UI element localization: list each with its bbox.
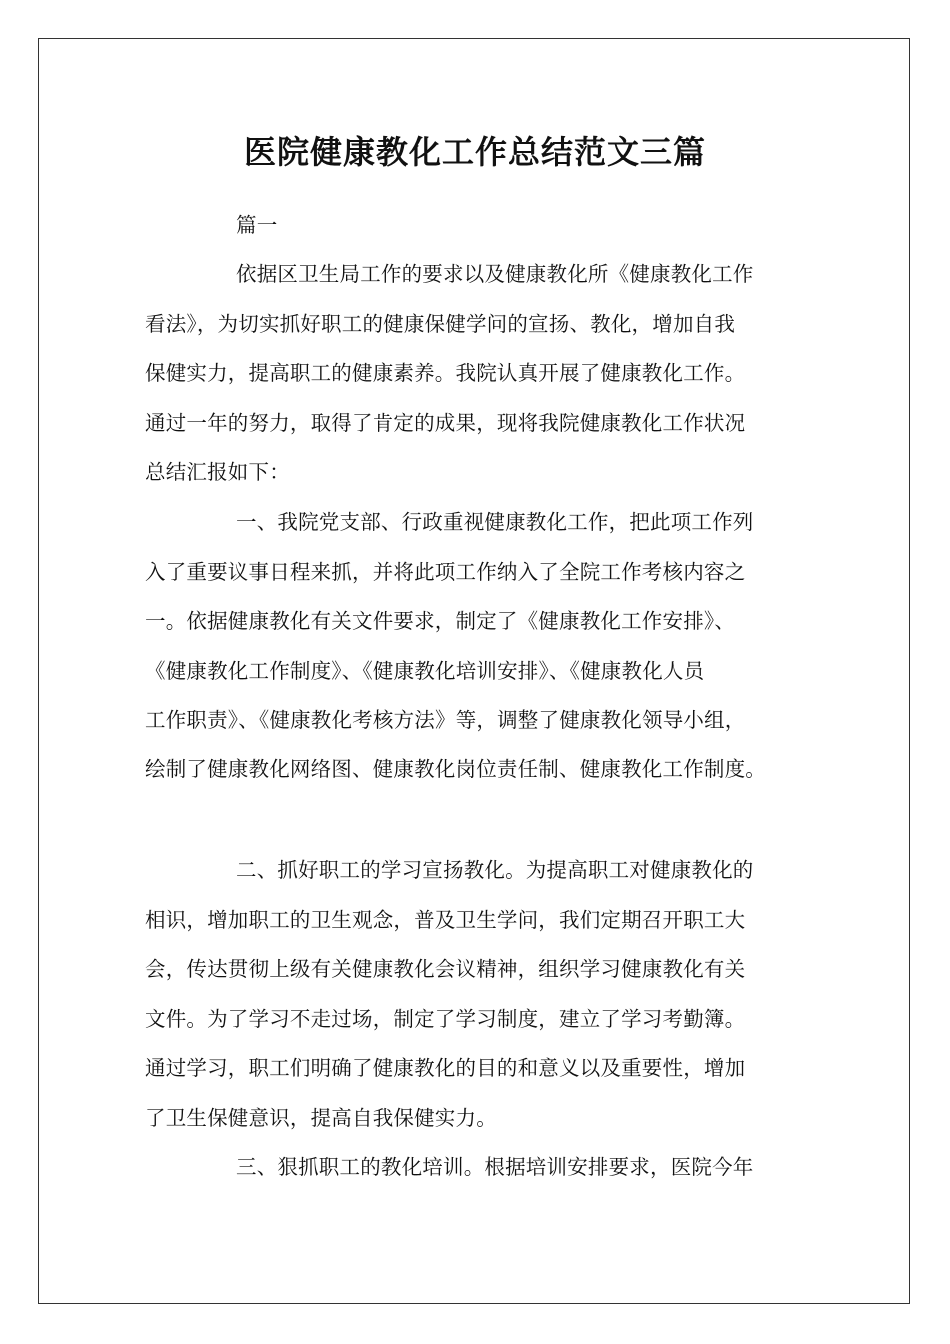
- paragraph-line: 一、我院党支部、行政重视健康教化工作，把此项工作列: [236, 510, 754, 534]
- paragraph-line: 入了重要议事日程来抓，并将此项工作纳入了全院工作考核内容之: [145, 560, 746, 584]
- paragraph-line: 通过学习，职工们明确了健康教化的目的和意义以及重要性，增加: [145, 1056, 746, 1080]
- paragraph-line: 一。依据健康教化有关文件要求，制定了《健康教化工作安排》、: [145, 609, 736, 633]
- section-label: 篇一: [236, 213, 278, 237]
- paragraph-line: 依据区卫生局工作的要求以及健康教化所《健康教化工作: [236, 262, 754, 286]
- paragraph-line: 会，传达贯彻上级有关健康教化会议精神，组织学习健康教化有关: [145, 957, 746, 981]
- document-title: 医院健康教化工作总结范文三篇: [243, 133, 706, 171]
- paragraph-line: 看法》，为切实抓好职工的健康保健学问的宣扬、教化，增加自我: [145, 312, 736, 336]
- paragraph-line: 工作职责》、《健康教化考核方法》等，调整了健康教化领导小组，: [145, 708, 746, 732]
- paragraph-line: 绘制了健康教化网络图、健康教化岗位责任制、健康教化工作制度。: [145, 757, 766, 781]
- paragraph-line: 通过一年的努力，取得了肯定的成果，现将我院健康教化工作状况: [145, 411, 746, 435]
- paragraph-line: 二、抓好职工的学习宣扬教化。为提高职工对健康教化的: [236, 858, 754, 882]
- paragraph-line: 相识，增加职工的卫生观念，普及卫生学问，我们定期召开职工大: [145, 908, 746, 932]
- paragraph-line: 三、狠抓职工的教化培训。根据培训安排要求，医院今年: [236, 1155, 754, 1179]
- paragraph-line: 了卫生保健意识，提高自我保健实力。: [145, 1106, 497, 1130]
- paragraph-line: 文件。为了学习不走过场，制定了学习制度，建立了学习考勤簿。: [145, 1007, 746, 1031]
- paragraph-line: 保健实力，提高职工的健康素养。我院认真开展了健康教化工作。: [145, 361, 746, 385]
- paragraph-line: 《健康教化工作制度》、《健康教化培训安排》、《健康教化人员: [145, 659, 705, 683]
- paragraph-line: 总结汇报如下：: [145, 460, 290, 484]
